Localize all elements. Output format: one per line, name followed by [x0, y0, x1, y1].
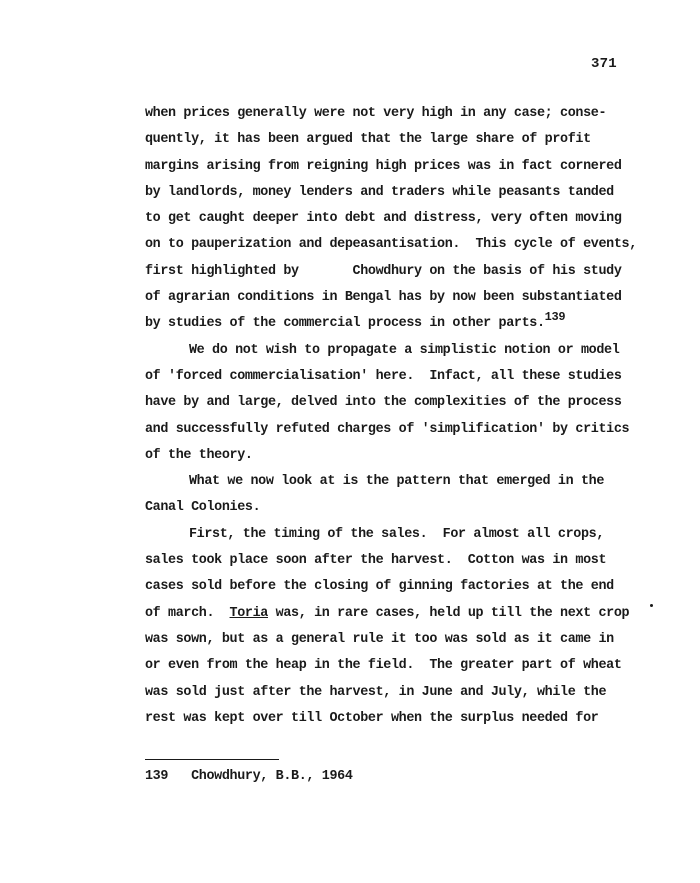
- text-line: by landlords, money lenders and traders while peasants tanded: [145, 184, 614, 200]
- text-line: have by and large, delved into the complexities of the process: [145, 395, 622, 411]
- text-line: to get caught deeper into debt and distress, very often moving: [145, 211, 622, 227]
- text-line: on to pauperization and depeasantisation. This cycle of events,: [145, 237, 637, 253]
- page-number: 371: [591, 56, 617, 72]
- underlined-term: Toria: [229, 605, 268, 621]
- body-text: [145, 101, 675, 732]
- text-line: or even from the heap in the field. The greater part of wheat: [145, 658, 622, 674]
- text-line: [145, 311, 675, 337]
- text-line: We do not wish to propagate a simplistic notion or model: [189, 342, 620, 358]
- stray-mark: [650, 604, 653, 607]
- footnote-reference: 139: [544, 310, 566, 325]
- text-line: and successfully refuted charges of 'simplification' by critics: [145, 421, 630, 437]
- text-line: of 'forced commercialisation' here. Infact, all these studies: [145, 368, 622, 384]
- text-line: [145, 601, 675, 627]
- text-line: margins arising from reigning high prices was in fact cornered: [145, 158, 622, 174]
- text-line-content: by studies of the commercial process in other parts.: [145, 316, 545, 332]
- text-line: sales took place soon after the harvest. Cotton was in most: [145, 553, 607, 569]
- text-line: when prices generally were not very high in any case; conse-: [145, 106, 607, 121]
- text-line: was sown, but as a general rule it too was sold as it came in: [145, 631, 614, 647]
- footnote: 139 Chowdhury, B.B., 1964: [145, 769, 353, 784]
- text-line: cases sold before the closing of ginning factories at the end: [145, 579, 614, 595]
- text-line: of agrarian conditions in Bengal has by now been substantiated: [145, 290, 622, 306]
- text-line: quently, it has been argued that the large share of profit: [145, 132, 591, 148]
- footnote-divider: [145, 759, 279, 760]
- text-line: was sold just after the harvest, in June and July, while the: [145, 684, 607, 700]
- text-line-content: was, in rare cases, held up till the next crop: [267, 605, 630, 621]
- text-line: of the theory.: [145, 447, 253, 463]
- text-line: First, the timing of the sales. For almost all crops,: [189, 526, 605, 542]
- text-line: What we now look at is the pattern that emerged in the: [189, 474, 605, 490]
- text-line: rest was kept over till October when the surplus needed for: [145, 710, 599, 726]
- text-line: Canal Colonies.: [145, 500, 261, 516]
- text-line-content: of march.: [145, 605, 230, 621]
- text-line: first highlighted by Chowdhury on the basis of his study: [145, 263, 622, 279]
